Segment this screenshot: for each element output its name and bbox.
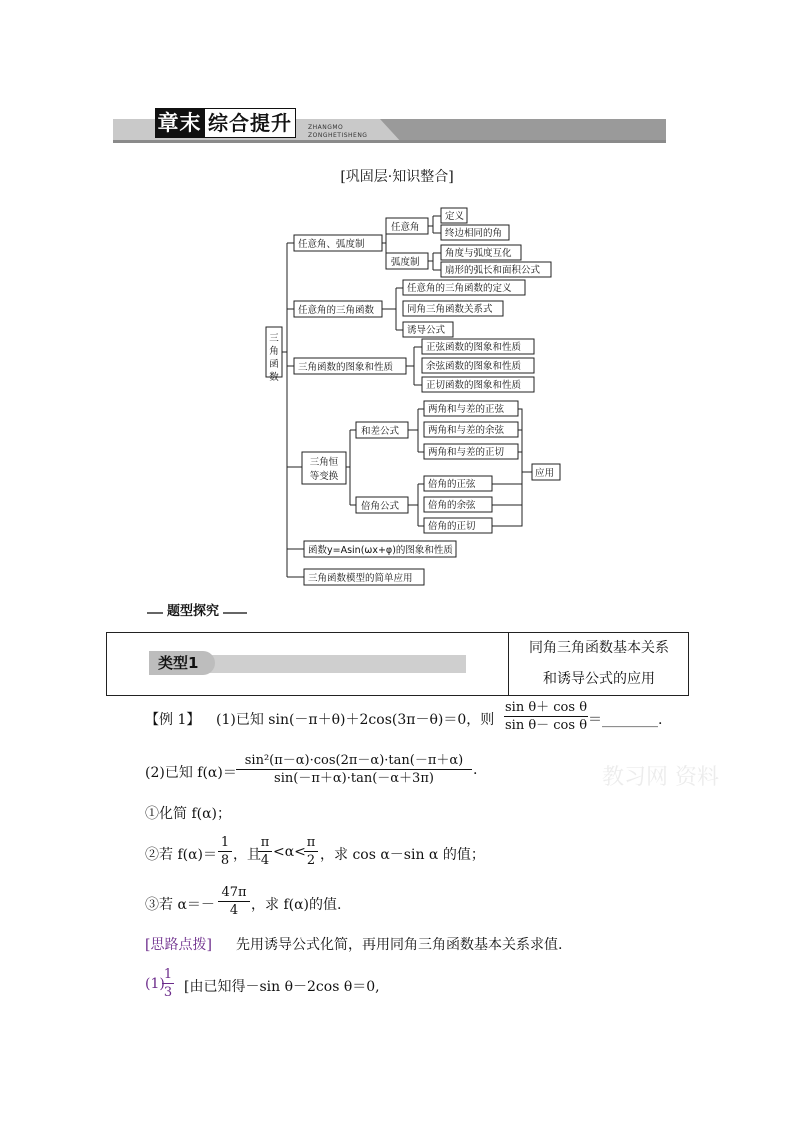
hint-tag: [思路点拨] [145, 937, 212, 953]
type-label: 类型1 [158, 654, 199, 672]
fraction-denominator: 8 [218, 851, 232, 869]
pinyin-line-1: ZHANGMO [308, 124, 344, 131]
mindmap-b4-d1: 倍角的正弦 [428, 479, 476, 490]
mindmap-b1-def: 定义 [445, 211, 465, 222]
mindmap-b2-def: 任意角的三角函数的定义 [407, 283, 512, 294]
mindmap-branch6: 三角函数模型的简单应用 [308, 573, 413, 584]
question-2-b: ，且 [233, 847, 261, 863]
mindmap-b1-radian: 弧度制 [391, 257, 420, 268]
question-1: ①化简 f(α)； [145, 806, 232, 822]
fraction-denominator: sin(－π＋α)·tan(－α＋3π) [236, 769, 472, 787]
q2-fraction-1 [218, 834, 232, 869]
mindmap-b2-ind: 诱导公式 [407, 325, 446, 336]
fraction-denominator: 3 [163, 985, 173, 1000]
mindmap-b1-coterminal: 终边相同的角 [445, 228, 503, 239]
type-topic-line2: 和诱导公式的应用 [543, 671, 655, 687]
fraction-denominator: sin θ－ cos θ [504, 718, 588, 733]
fraction-denominator: 4 [218, 901, 250, 919]
mindmap-b4-app: 应用 [535, 468, 555, 479]
mindmap-root-char: 函 [269, 359, 279, 370]
question-3-a: ③若 α＝－ [145, 897, 215, 913]
example-part1-blank: ＝________. [588, 712, 663, 728]
mindmap-b4-s1: 两角和与差的正弦 [428, 404, 505, 415]
mindmap-root-char: 数 [269, 372, 279, 383]
mindmap-branch2: 任意角的三角函数 [298, 305, 375, 316]
example-part2-dot: . [473, 762, 478, 778]
mindmap-b4-double: 倍角公式 [361, 501, 400, 512]
mindmap-root-char: 三 [269, 333, 279, 344]
question-2-d: ，求 cos α－sin α 的值； [320, 847, 485, 863]
fraction-denominator: 4 [258, 851, 272, 869]
hint-text: 先用诱导公式化简，再用同角三角函数基本关系求值. [236, 937, 563, 953]
section-label [147, 604, 247, 620]
mindmap-b3-cos: 余弦函数的图象和性质 [426, 361, 522, 372]
fraction-numerator: sin θ＋ cos θ [504, 700, 588, 715]
answer-fraction [162, 966, 174, 1001]
answer-prefix: (1) [145, 976, 165, 992]
mindmap-b4-s2: 两角和与差的余弦 [428, 425, 505, 436]
mindmap-root-char: 角 [269, 346, 279, 357]
question-3-b: ，求 f(α)的值. [251, 897, 342, 913]
example-part1-fraction [504, 699, 588, 734]
q2-fraction-2 [258, 834, 272, 869]
mindmap-branch4-line1: 三角恒 [309, 457, 339, 468]
watermark: 教习网 资料 [602, 765, 719, 790]
mindmap-b1-conv: 角度与弧度互化 [445, 248, 512, 259]
mindmap-b3-tan: 正切函数的图象和性质 [426, 380, 522, 391]
example-part1-text: (1)已知 sin(－π＋θ)＋2cos(3π－θ)＝0，则 [216, 712, 495, 728]
q2-fraction-3 [304, 834, 318, 869]
mindmap-branch4-line2: 等变换 [309, 471, 339, 482]
section-label-text: 题型探究 [163, 604, 223, 620]
example-part2-text: (2)已知 f(α)＝ [145, 765, 237, 781]
type-label-bar [178, 655, 466, 673]
mindmap-b4-s3: 两角和与差的正切 [428, 447, 505, 458]
mindmap-branch3: 三角函数的图象和性质 [298, 362, 394, 373]
fraction-numerator: 1 [163, 967, 173, 982]
example-tag: 【例 1】 [145, 712, 201, 728]
fraction-numerator: sin²(π－α)·cos(2π－α)·tan(－π＋α) [244, 753, 464, 768]
fraction-numerator: 47π [221, 885, 247, 900]
mindmap-b4-sum: 和差公式 [361, 426, 400, 437]
mindmap-b4-d2: 倍角的余弦 [428, 500, 476, 511]
q3-fraction [218, 884, 250, 919]
example-part2-fraction [236, 752, 472, 787]
mindmap-b3-sin: 正弦函数的图象和性质 [426, 342, 522, 353]
section-subtitle: [巩固层·知识整合] [340, 169, 454, 185]
mindmap-b4-d3: 倍角的正切 [428, 521, 476, 532]
mindmap-b2-rel: 同角三角函数关系式 [407, 304, 493, 315]
mindmap-b1-sector: 扇形的弧长和面积公式 [445, 265, 541, 276]
pinyin-line-2: ZONGHETISHENG [308, 132, 368, 139]
question-2-a: ②若 f(α)＝ [145, 847, 218, 863]
fraction-numerator: 1 [220, 835, 230, 850]
answer-text: [由已知得－sin θ－2cos θ＝0, [184, 979, 380, 995]
mindmap-b1-angle: 任意角 [391, 222, 420, 233]
chapter-title-black: 章末 [155, 108, 204, 138]
chapter-title-white: 综合提升 [204, 108, 296, 138]
mindmap-branch5: 函数y=Asin(ωx+φ)的图象和性质 [308, 545, 453, 556]
fraction-numerator: π [306, 835, 316, 850]
question-2-c: <α< [273, 844, 306, 860]
fraction-denominator: 2 [304, 851, 318, 869]
mindmap-branch1: 任意角、弧度制 [298, 239, 365, 250]
type-topic-line1: 同角三角函数基本关系 [529, 640, 669, 656]
fraction-numerator: π [260, 835, 270, 850]
